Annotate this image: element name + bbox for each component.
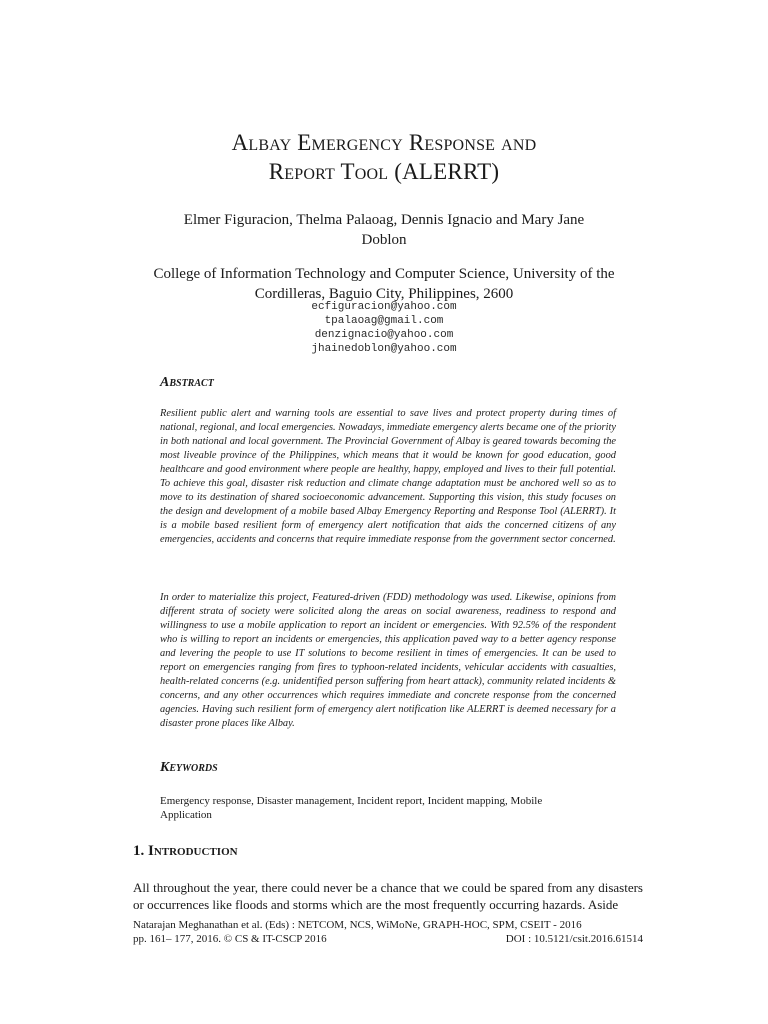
keywords-text: Emergency response, Disaster management, Incident report, Incident mapping, Mobile Application <box>160 795 543 821</box>
author-list <box>150 210 618 250</box>
introduction-heading: 1. Introduction <box>133 843 238 859</box>
author-emails <box>0 300 768 356</box>
introduction-text: All throughout the year, there could never be a chance that we could be spared from any disasters or occurrences like floods and storms which are the most frequently occurring hazards. Aside <box>133 880 643 912</box>
affiliation <box>140 264 628 304</box>
email-2: tpalaoag@gmail.com <box>324 315 444 327</box>
affiliation-line-2: Cordilleras, Baguio City, Philippines, 2600 <box>254 286 514 302</box>
title-line-2: Report Tool (ALERRT) <box>268 159 500 184</box>
keywords-heading: Keywords <box>160 760 218 775</box>
authors-line-1: Elmer Figuracion, Thelma Palaoag, Dennis Ignacio and Mary Jane <box>183 212 585 228</box>
paper-title <box>0 128 768 186</box>
authors-line-2: Doblon <box>361 232 407 248</box>
footer-proceedings: Natarajan Meghanathan et al. (Eds) : NETCOM, NCS, WiMoNe, GRAPH-HOC, SPM, CSEIT - 2016 <box>133 919 582 931</box>
affiliation-line-1: College of Information Technology and Computer Science, University of the <box>153 266 615 282</box>
email-1: ecfiguracion@yahoo.com <box>311 301 457 313</box>
email-3: denzignacio@yahoo.com <box>314 329 454 341</box>
footer-doi: DOI : 10.5121/csit.2016.61514 <box>505 933 643 945</box>
footer-citation <box>133 932 643 946</box>
abstract-paragraph-1: Resilient public alert and warning tools are essential to save lives and protect property during times of national, regional, and local emergencies. Nowadays, immediate emergency alerts became one of the priority in both national and local government. The Provincial Government of Albay is geared towards becoming the most liveable province of the Philippines, which means that it would be known for good education, good healthcare and good environment where people are healthy, happy, employed and lives to their full potential. To achieve this goal, disaster risk reduction and climate change adaptation must be anchored well so as to move to its destination of shared socioeconomic advancement. Supporting this vision, this study focuses on the design and development of a mobile based Albay Emergency Reporting and Response Tool (ALERRT). It is a mobile based resilient form of emergency alert notification that aids the concerned citizens of any emergencies, accidents and concerns that require immediate response from the government sector concerned. <box>160 408 616 545</box>
title-line-1: Albay Emergency Response and <box>231 130 537 155</box>
footer-pages: pp. 161– 177, 2016. © CS & IT-CSCP 2016 <box>133 933 327 945</box>
abstract-paragraph-2: In order to materialize this project, Featured-driven (FDD) methodology was used. Likewise, opinions from different strata of society were solicited along the areas on social awareness, readiness to respond and willingness to use a mobile application to report an incident or emergencies. With 92.5% of the respondent who is willing to report an incidents or emergencies, this application paved way to a better agency response and levering the people to use IT solutions to become resilient in times of emergencies. It can be used to report on emergencies ranging from fires to typhoon-related incidents, vehicular accidents with casualties, health-related concerns (e.g. unidentified person suffering from heart attack), community related incidents & concerns, and any other occurrences which requires immediate and concrete response from the concerned agencies. Having such resilient form of emergency alert notification like ALERRT is deemed necessary for a disaster prone places like Albay. <box>160 592 616 729</box>
email-4: jhainedoblon@yahoo.com <box>311 343 457 355</box>
abstract-heading: Abstract <box>160 375 214 390</box>
